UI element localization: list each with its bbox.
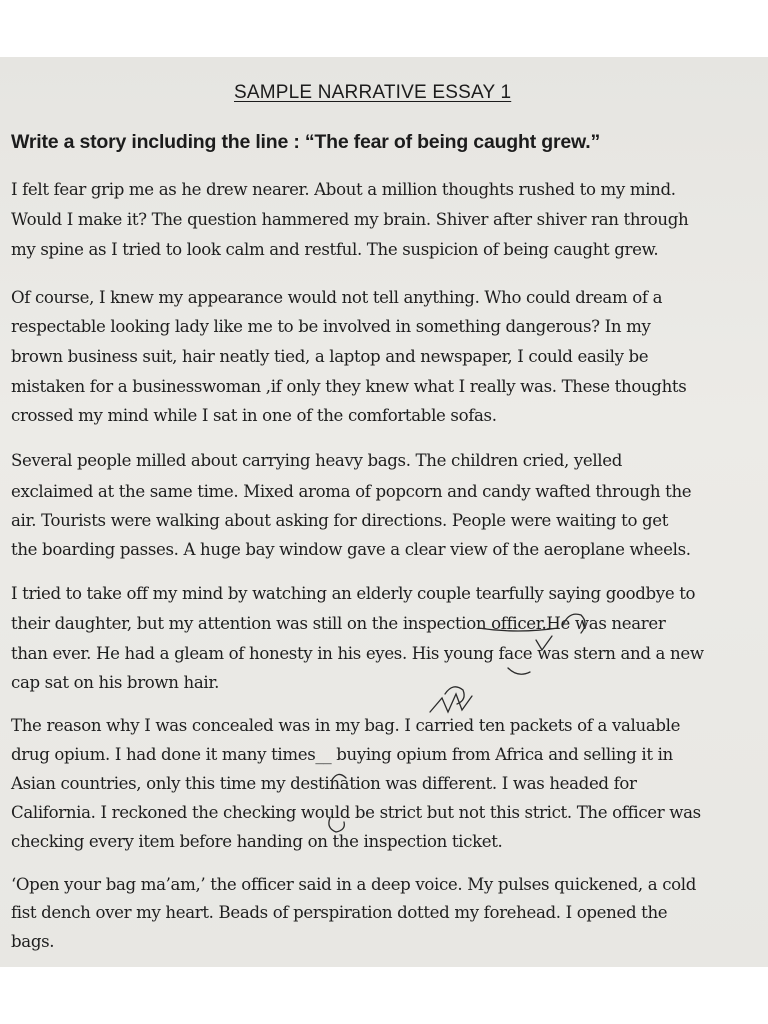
paragraph-2-line-2: respectable looking lady like me to be involved in something dangerous? In my bbox=[11, 317, 651, 336]
pen-scribble-mark bbox=[430, 694, 472, 712]
paragraph-4-line-2: their daughter, but my attention was still on the inspection officer.He was nearer bbox=[11, 614, 666, 633]
paragraph-3-line-2: exclaimed at the same time. Mixed aroma of popcorn and candy wafted through the bbox=[11, 482, 692, 501]
paragraph-6-line-1: ‘Open your bag ma’am,’ the officer said in a deep voice. My pulses quickened, a cold bbox=[11, 875, 697, 894]
paragraph-4-line-1: I tried to take off my mind by watching an elderly couple tearfully saying goodbye to bbox=[11, 584, 696, 603]
paragraph-5-line-4: California. I reckoned the checking would be strict but not this strict. The officer was bbox=[11, 803, 701, 822]
paragraph-1-line-2: Would I make it? The question hammered my brain. Shiver after shiver ran through bbox=[11, 210, 689, 229]
paragraph-3-line-4: the boarding passes. A huge bay window gave a clear view of the aeroplane wheels. bbox=[11, 540, 691, 559]
paragraph-5-line-1: The reason why I was concealed was in my bag. I carried ten packets of a valuable bbox=[11, 716, 681, 735]
paragraph-3-line-3: air. Tourists were walking about asking for directions. People were waiting to get bbox=[11, 511, 669, 530]
pen-loop-mark bbox=[445, 687, 464, 704]
paragraph-4-line-4: cap sat on his brown hair. bbox=[11, 673, 220, 692]
paragraph-3-line-1: Several people milled about carrying heavy bags. The children cried, yelled bbox=[11, 451, 623, 470]
paragraph-2-line-3: brown business suit, hair neatly tied, a laptop and newspaper, I could easily be bbox=[11, 347, 649, 366]
paragraph-2-line-1: Of course, I knew my appearance would not tell anything. Who could dream of a bbox=[11, 288, 663, 307]
pen-circle-mark bbox=[563, 614, 585, 633]
essay-title: SAMPLE NARRATIVE ESSAY 1 bbox=[234, 82, 512, 103]
paragraph-1-line-1: I felt fear grip me as he drew nearer. About a million thoughts rushed to my mind. bbox=[11, 180, 676, 199]
paragraph-6-line-3: bags. bbox=[11, 932, 55, 951]
pen-tick-mark bbox=[536, 636, 552, 650]
pen-caret-mark bbox=[508, 668, 530, 674]
paragraph-5-line-2: drug opium. I had done it many times__ buying opium from Africa and selling it in bbox=[11, 745, 673, 764]
pen-arrow-mark bbox=[332, 774, 346, 780]
paragraph-5-line-3: Asian countries, only this time my destination was different. I was headed for bbox=[11, 774, 637, 793]
paragraph-4-line-3: than ever. He had a gleam of honesty in his eyes. His young face was stern and a new bbox=[11, 644, 704, 663]
paragraph-1-line-3: my spine as I tried to look calm and restful. The suspicion of being caught grew. bbox=[11, 240, 659, 259]
paragraph-2-line-4: mistaken for a businesswoman ,if only they knew what I really was. These thoughts bbox=[11, 377, 687, 396]
paragraph-5-line-5: checking every item before handing on the inspection ticket. bbox=[11, 832, 503, 851]
paragraph-6-line-2: fist dench over my heart. Beads of perspiration dotted my forehead. I opened the bbox=[11, 903, 668, 922]
pen-hook-mark bbox=[329, 818, 344, 832]
essay-prompt: Write a story including the line : “The fear of being caught grew.” bbox=[11, 131, 600, 153]
pen-underline-mark bbox=[478, 628, 558, 631]
paragraph-2-line-5: crossed my mind while I sat in one of the comfortable sofas. bbox=[11, 406, 497, 425]
